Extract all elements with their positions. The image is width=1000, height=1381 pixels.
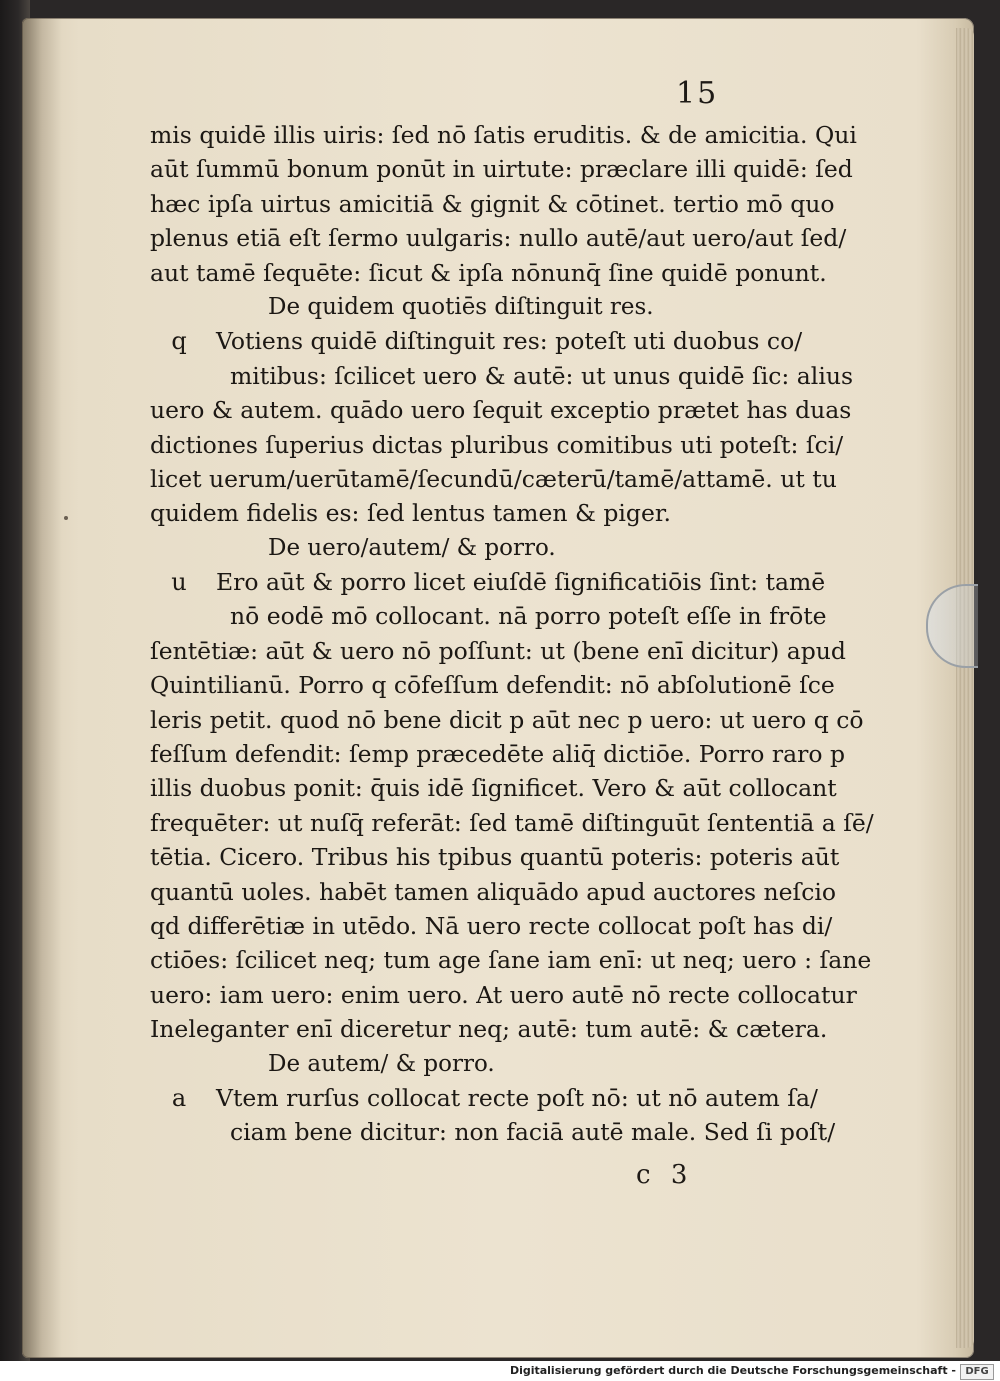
text-line [150,806,874,840]
text-line [150,1115,836,1149]
text-block [150,118,874,1150]
text-line [150,737,846,771]
text-line [150,634,846,668]
line-text: mis quidē illis uiris: ſed nō ſatis eruditis. & de amicitia. Qui [150,121,857,149]
line-text: licet uerum/uerūtamē/ſecundū/cæterū/tamē/attamē. ut tu [150,464,837,493]
paper-speck [64,516,68,520]
text-line [150,428,844,462]
text-line [150,909,833,943]
text-line [150,152,853,186]
section-heading [150,290,790,324]
text-line [150,875,837,909]
guide-letter: a [171,1083,187,1112]
line-text: plenus etiā eſt ſermo uulgaris: nullo autē/aut uero/aut ſed/ [150,224,847,253]
folio-number: 15 [676,76,719,111]
text-line [150,496,790,530]
line-text: aut tamē ſequēte: ſicut & ipſa nōnunq̄ ſine quidē ponunt. [150,258,827,287]
line-text: Ineleganter enī diceretur neq; autē: tum autē: & cætera. [150,1015,828,1044]
text-line [150,1081,818,1115]
line-text: Votiens quidē diſtinguit res: poteſt uti duobus co/ [216,327,803,356]
line-text: dictiones ſuperius dictas pluribus comitibus uti poteſt: ſci/ [150,430,844,459]
text-line [150,462,837,496]
page-edges [956,28,974,1348]
guide-letter: q [171,327,187,356]
line-text: ctiōes: ſcilicet neq; tum age ſane iam enī: ut neq; uero : ſane [150,946,872,975]
text-line [150,1012,828,1046]
text-line [150,187,835,221]
text-line [150,565,826,599]
line-text: De quidem quotiēs diſtinguit res. [268,293,654,320]
dfg-logo: DFG [960,1364,994,1380]
line-text: leris petit. quod nō bene dicit p aūt nec p uero: ut uero q cō [150,705,864,734]
text-line [150,324,803,358]
text-line [150,703,864,737]
line-text: nō eodē mō collocant. nā porro poteſt eſſe in frōte [230,602,827,631]
text-line [150,978,857,1012]
line-text: illis duobus ponit: q̄uis idē ſignificet. Vero & aūt collocant [150,774,837,803]
line-text: hæc ipſa uirtus amicitiā & gignit & cōtinet. tertio mō quo [150,189,835,218]
line-text: Quintilianū. Porro q cōfeſſum defendit: nō abſolutionē ſce [150,671,835,700]
line-text: De autem/ & porro. [268,1050,495,1077]
line-text: frequēter: ut nuſq̄ referāt: ſed tamē diſtinguūt ſententiā a ſē/ [150,808,874,837]
line-text: quidem fidelis es: ſed lentus tamen & piger. [150,499,671,528]
text-line [150,393,852,427]
guide-letter: u [171,568,187,597]
line-text: uero & autem. quādo uero ſequit exceptio prætet has duas [150,396,852,425]
line-text: tētia. Cicero. Tribus his tpibus quantū poteris: poteris aūt [150,843,840,872]
line-text: feſſum defendit: ſemp præcedēte aliq̄ dictiōe. Porro raro p [150,740,846,769]
line-text: Ero aūt & porro licet eiuſdē ſignificatiōis ſint: tamē [216,568,826,597]
line-text: aūt ſummū bonum ponūt in uirtute: præclare illi quidē: ſed [150,155,853,184]
footer-credit: Digitalisierung gefördert durch die Deutsche Forschungsgemeinschaft - [509,1364,956,1377]
line-text: De uero/autem/ & porro. [268,534,556,561]
text-line [150,599,827,633]
line-text: Vtem rurſus collocat recte poſt nō: ut nō autem ſa/ [216,1083,818,1112]
line-text: quantū uoles. habēt tamen aliquādo apud auctores neſcio [150,877,837,906]
line-text: ciam bene dicitur: non faciā autē male. Sed ſi poſt/ [230,1118,836,1147]
text-line [150,221,847,255]
line-text: ſentētiæ: aūt & uero nō poſſunt: ut (bene enī dicitur) apud [150,636,846,665]
section-heading [150,1047,790,1081]
page-gutter [22,18,62,1358]
section-heading [150,531,790,565]
text-line [150,668,835,702]
line-text: mitibus: ſcilicet uero & autē: ut unus quidē ſic: alius [230,361,854,390]
line-text: uero: iam uero: enim uero. At uero autē nō recte collocatur [150,980,857,1009]
line-text: qd differētiæ in utēdo. Nā uero recte collocat poſt has di/ [150,911,833,940]
signature-mark: c 3 [636,1160,694,1190]
text-line [150,943,872,977]
text-line [150,840,840,874]
text-line [150,771,837,805]
text-line [150,256,827,290]
text-line [150,118,857,152]
text-line [150,359,854,393]
